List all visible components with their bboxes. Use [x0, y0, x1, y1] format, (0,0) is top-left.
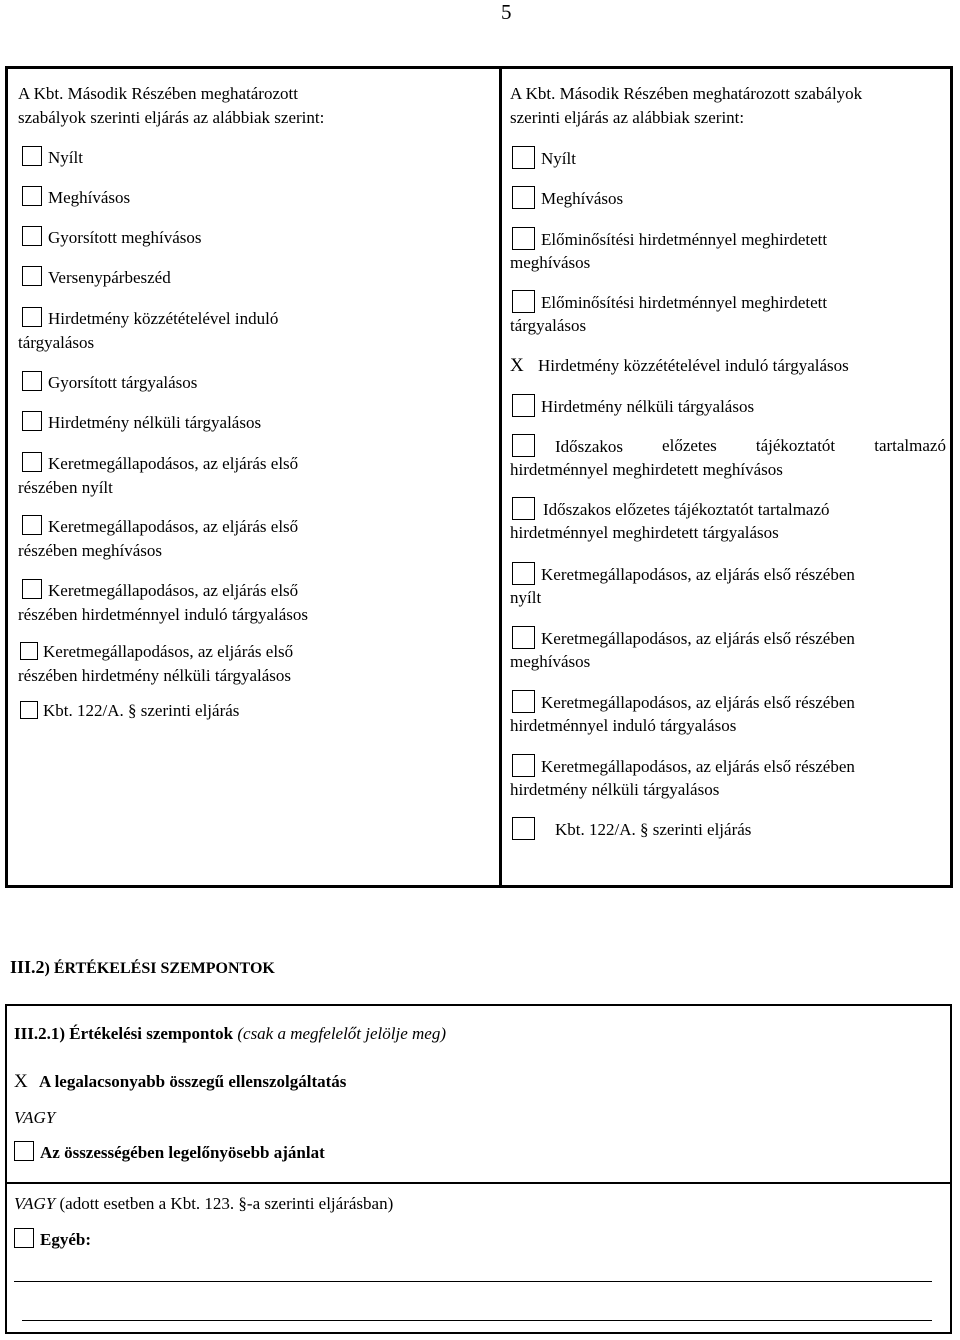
checkbox-icon[interactable] [22, 411, 42, 431]
box-separator [5, 1182, 952, 1184]
right-option-idoszakos-targyalasos-line-2: hirdetménnyel meghirdetett tárgyalásos [510, 523, 779, 542]
page-number: 5 [501, 0, 512, 24]
checkbox-icon[interactable] [14, 1228, 34, 1248]
checkbox-icon[interactable] [512, 186, 535, 209]
checkbox-icon[interactable] [512, 690, 535, 713]
evaluation-criteria-box [5, 1004, 952, 1334]
checkbox-icon[interactable] [22, 307, 42, 327]
checkbox-icon[interactable] [512, 227, 535, 250]
checkbox-icon[interactable] [512, 290, 535, 313]
right-option-meghivasos[interactable]: Meghívásos [512, 186, 623, 211]
left-option-keret-hirdetmennyel-line-2: részében hirdetménnyel induló tárgyalásos [18, 605, 309, 624]
left-option-keret-hirdetmeny-nelkuli-line-2: részében hirdetmény nélküli tárgyalásos [18, 666, 292, 685]
left-option-hirdetmeny-nelkuli[interactable]: Hirdetmény nélküli tárgyalásos [22, 411, 261, 435]
left-option-keret-nyilt-line-2: részében nyílt [18, 478, 113, 497]
left-option-keret-meghivasos-line-2: részében meghívásos [18, 541, 162, 560]
left-option-versenyparbeszed[interactable]: Versenypárbeszéd [22, 266, 171, 290]
left-option-keret-meghivasos[interactable]: Keretmegállapodásos, az eljárás első [22, 515, 298, 539]
checkbox-icon[interactable] [22, 186, 42, 206]
checkbox-icon[interactable] [22, 452, 42, 472]
right-option-keret-meghivasos[interactable]: Keretmegállapodásos, az eljárás első részében [512, 626, 855, 651]
checkbox-icon[interactable] [20, 701, 38, 719]
right-option-idoszakos-meghivasos[interactable]: Időszakos előzetes tájékoztatót tartalmazó [512, 434, 946, 459]
or-label-2: VAGY (adott esetben a Kbt. 123. §-a szerinti eljárásban) [14, 1194, 394, 1213]
checkbox-icon[interactable] [22, 515, 42, 535]
checkbox-icon[interactable] [22, 266, 42, 286]
left-option-gyorsitott-meghivasos[interactable]: Gyorsított meghívásos [22, 226, 201, 250]
left-option-gyorsitott-targyalasos[interactable]: Gyorsított tárgyalásos [22, 371, 197, 395]
checkbox-icon[interactable] [512, 394, 535, 417]
left-option-keret-nyilt[interactable]: Keretmegállapodásos, az eljárás első [22, 452, 298, 476]
right-intro-line-2: szerinti eljárás az alábbiak szerint: [510, 108, 745, 127]
checkbox-icon[interactable] [22, 226, 42, 246]
right-option-idoszakos-meghivasos-line-2: hirdetménnyel meghirdetett meghívásos [510, 460, 783, 479]
checkbox-icon[interactable] [512, 817, 535, 840]
right-option-keret-hirdetmeny-nelkuli-line-2: hirdetmény nélküli tárgyalásos [510, 780, 720, 799]
checkbox-icon[interactable] [22, 579, 42, 599]
checkbox-icon[interactable] [512, 434, 535, 457]
right-option-eloministesi-targyalasos[interactable]: Előminősítési hirdetménnyel meghirdetett [512, 290, 827, 315]
left-intro-line-1: A Kbt. Második Részében meghatározott [18, 84, 298, 103]
option-other[interactable]: Egyéb: [14, 1228, 91, 1252]
x-mark-icon[interactable]: X [510, 355, 524, 376]
checkbox-icon[interactable] [22, 371, 42, 391]
right-option-idoszakos-targyalasos[interactable]: Időszakos előzetes tájékoztatót tartalmazó [512, 497, 830, 522]
right-option-nyilt[interactable]: Nyílt [512, 146, 576, 171]
right-option-keret-nyilt[interactable]: Keretmegállapodásos, az eljárás első részében [512, 562, 855, 587]
or-label-1: VAGY [14, 1108, 56, 1127]
checkbox-icon[interactable] [20, 642, 38, 660]
answer-line-2[interactable] [22, 1320, 932, 1321]
checkbox-icon[interactable] [512, 626, 535, 649]
right-option-keret-hirdetmennyel[interactable]: Keretmegállapodásos, az eljárás első részében [512, 690, 855, 715]
right-option-eloministesi-meghivasos[interactable]: Előminősítési hirdetménnyel meghirdetett [512, 227, 827, 252]
left-option-hirdetmeny-kozzetetel-line-2: tárgyalásos [18, 333, 95, 352]
subsection-heading: III.2.1) Értékelési szempontok (csak a megfelelőt jelölje meg) [14, 1024, 446, 1043]
left-option-meghivasos[interactable]: Meghívásos [22, 186, 130, 210]
right-option-keret-nyilt-line-2: nyílt [510, 588, 542, 607]
right-option-keret-hirdetmennyel-line-2: hirdetménnyel induló tárgyalásos [510, 716, 737, 735]
right-intro-line-1: A Kbt. Második Részében meghatározott szabályok [510, 84, 863, 103]
checkbox-icon[interactable] [512, 754, 535, 777]
left-option-keret-hirdetmeny-nelkuli[interactable]: Keretmegállapodásos, az eljárás első [20, 640, 293, 664]
right-option-eloministesi-targyalasos-line-2: tárgyalásos [510, 316, 587, 335]
checkbox-icon[interactable] [512, 146, 535, 169]
left-option-kbt-122a[interactable]: Kbt. 122/A. § szerinti eljárás [20, 699, 239, 723]
checkbox-icon[interactable] [14, 1141, 34, 1161]
left-intro-line-2: szabályok szerinti eljárás az alábbiak szerint: [18, 108, 325, 127]
section-heading: III.2) ÉRTÉKELÉSI SZEMPONTOK [10, 957, 275, 977]
option-lowest-price[interactable]: X A legalacsonyabb összegű ellenszolgáltatás [14, 1071, 347, 1092]
right-option-kbt-122a[interactable]: Kbt. 122/A. § szerinti eljárás [512, 817, 751, 842]
checkbox-icon[interactable] [512, 562, 535, 585]
answer-line-1[interactable] [14, 1281, 932, 1282]
left-option-keret-hirdetmennyel[interactable]: Keretmegállapodásos, az eljárás első [22, 579, 298, 603]
right-option-hirdetmeny-nelkuli[interactable]: Hirdetmény nélküli tárgyalásos [512, 394, 754, 419]
left-option-nyilt[interactable]: Nyílt [22, 146, 83, 170]
right-option-keret-hirdetmeny-nelkuli[interactable]: Keretmegállapodásos, az eljárás első részében [512, 754, 855, 779]
checkbox-icon[interactable] [22, 146, 42, 166]
right-option-eloministesi-meghivasos-line-2: meghívásos [510, 253, 591, 272]
right-option-keret-meghivasos-line-2: meghívásos [510, 652, 591, 671]
column-divider [499, 66, 502, 888]
checkbox-icon[interactable] [512, 497, 535, 520]
x-mark-icon[interactable]: X [14, 1071, 28, 1092]
left-option-hirdetmeny-kozzetetel[interactable]: Hirdetmény közzétételével induló [22, 307, 278, 331]
option-most-advantageous[interactable]: Az összességében legelőnyösebb ajánlat [14, 1141, 325, 1165]
right-option-hirdetmeny-kozzetetel[interactable]: X Hirdetmény közzétételével induló tárgyalásos [510, 355, 849, 376]
